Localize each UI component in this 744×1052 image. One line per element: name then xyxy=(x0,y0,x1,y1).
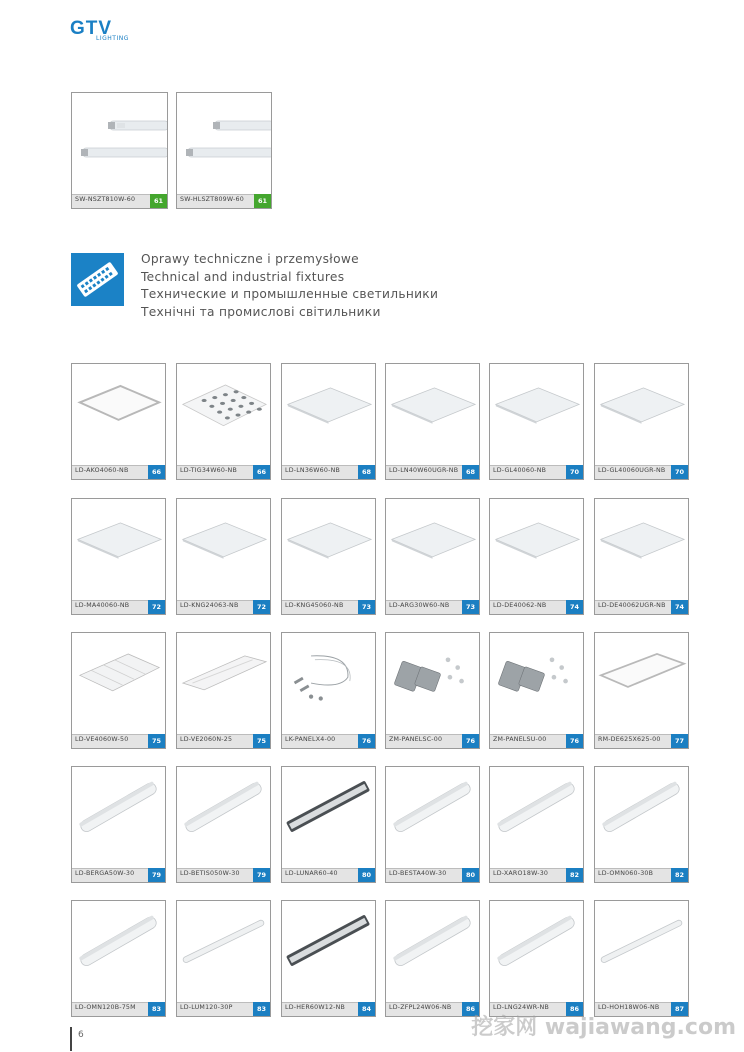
product-card[interactable] xyxy=(489,632,584,749)
section-title-pl: Oprawy techniczne i przemysłowe xyxy=(141,252,359,266)
product-image xyxy=(595,633,688,735)
product-card[interactable] xyxy=(385,900,480,1017)
page-tag[interactable]: 68 xyxy=(358,465,375,479)
product-card[interactable] xyxy=(71,766,166,883)
product-caption xyxy=(490,600,583,614)
product-caption xyxy=(595,868,688,882)
product-card[interactable] xyxy=(489,363,584,480)
product-code: RM-DE625X625-00 xyxy=(598,736,661,743)
product-caption xyxy=(386,465,479,479)
product-caption xyxy=(72,868,165,882)
product-caption xyxy=(72,465,165,479)
product-image xyxy=(386,499,479,601)
product-card[interactable] xyxy=(71,900,166,1017)
page-tag[interactable]: 77 xyxy=(671,734,688,748)
product-card[interactable] xyxy=(71,363,166,480)
product-code: LD-HOH18W06-NB xyxy=(598,1004,660,1011)
product-code: ZM-PANELSC-00 xyxy=(389,736,443,743)
product-code: LD-VE4060W-50 xyxy=(75,736,129,743)
page-tag[interactable]: 86 xyxy=(566,1002,583,1016)
product-card[interactable] xyxy=(385,766,480,883)
product-code: LD-GL40060UGR-NB xyxy=(598,467,666,474)
product-code: LD-ARG30W60-NB xyxy=(389,602,450,609)
section-title-en: Technical and industrial fixtures xyxy=(141,269,345,284)
product-code: LD-ZFPL24W06-NB xyxy=(389,1004,452,1011)
page-tag[interactable]: 70 xyxy=(671,465,688,479)
watermark: 挖家网 wajiawang.com xyxy=(471,1015,736,1040)
product-code: LD-BERGA50W-30 xyxy=(75,870,135,877)
page-tag[interactable]: 75 xyxy=(148,734,165,748)
page-tag[interactable]: 82 xyxy=(671,868,688,882)
product-caption xyxy=(177,868,270,882)
product-image xyxy=(386,633,479,735)
product-caption xyxy=(490,465,583,479)
product-caption xyxy=(282,465,375,479)
product-image xyxy=(282,499,375,601)
page-tag[interactable]: 73 xyxy=(462,600,479,614)
page-tag[interactable]: 76 xyxy=(566,734,583,748)
product-image xyxy=(72,364,165,466)
product-image xyxy=(72,499,165,601)
product-caption xyxy=(72,1002,165,1016)
product-image xyxy=(490,364,583,466)
industrial-fixture-icon xyxy=(71,253,124,306)
product-card[interactable] xyxy=(594,632,689,749)
product-code: LD-VE2060N-25 xyxy=(180,736,233,743)
product-card[interactable] xyxy=(489,766,584,883)
product-card[interactable] xyxy=(176,766,271,883)
product-image xyxy=(490,901,583,1003)
product-code: LK-PANELX4-00 xyxy=(285,736,336,743)
tube-image xyxy=(177,93,271,195)
product-image xyxy=(595,767,688,869)
product-image xyxy=(490,767,583,869)
page-tag[interactable]: 74 xyxy=(671,600,688,614)
product-card[interactable] xyxy=(176,632,271,749)
page-tag[interactable]: 79 xyxy=(253,868,270,882)
product-card[interactable] xyxy=(385,632,480,749)
product-code: SW-HLSZT809W-60 xyxy=(180,196,244,203)
product-image xyxy=(595,499,688,601)
product-card[interactable] xyxy=(281,498,376,615)
product-code: LD-MA40060-NB xyxy=(75,602,130,609)
product-card[interactable] xyxy=(281,632,376,749)
product-caption xyxy=(595,600,688,614)
product-caption xyxy=(177,600,270,614)
product-caption xyxy=(282,868,375,882)
product-code: LD-BESTA40W-30 xyxy=(389,870,447,877)
page-tag[interactable]: 87 xyxy=(671,1002,688,1016)
page-tag[interactable]: 61 xyxy=(254,194,271,208)
page-tag[interactable]: 72 xyxy=(148,600,165,614)
product-card[interactable] xyxy=(71,92,168,209)
product-caption xyxy=(177,194,271,208)
page-tag[interactable]: 79 xyxy=(148,868,165,882)
product-code: LD-KNG45060-NB xyxy=(285,602,344,609)
product-card[interactable] xyxy=(489,900,584,1017)
product-card[interactable] xyxy=(594,766,689,883)
product-code: LD-DE40062UGR-NB xyxy=(598,602,666,609)
product-caption xyxy=(386,734,479,748)
product-caption xyxy=(386,868,479,882)
page-tag[interactable]: 74 xyxy=(566,600,583,614)
product-image xyxy=(282,901,375,1003)
page-tag[interactable]: 80 xyxy=(358,868,375,882)
page-tag[interactable]: 76 xyxy=(358,734,375,748)
page-number: 6 xyxy=(78,1030,84,1040)
page-tag[interactable]: 70 xyxy=(566,465,583,479)
section-title-ua: Технічні та промислові світильники xyxy=(141,305,381,320)
product-card[interactable] xyxy=(71,498,166,615)
product-card[interactable] xyxy=(385,498,480,615)
page-bar xyxy=(70,1027,72,1051)
product-code: LD-OMN120B-75M xyxy=(75,1004,136,1011)
product-code: LD-HER60W12-NB xyxy=(285,1004,346,1011)
product-code: LD-BETIS050W-30 xyxy=(180,870,240,877)
product-image xyxy=(386,767,479,869)
product-code: LD-LN36W60-NB xyxy=(285,467,341,474)
product-image xyxy=(72,767,165,869)
page-tag[interactable]: 72 xyxy=(253,600,270,614)
brand-logo xyxy=(70,18,129,42)
product-image xyxy=(72,901,165,1003)
page-tag[interactable]: 86 xyxy=(462,1002,479,1016)
logo-main: GTV xyxy=(70,18,113,39)
tube-image xyxy=(72,93,167,195)
page-tag[interactable]: 73 xyxy=(358,600,375,614)
product-card[interactable] xyxy=(281,363,376,480)
product-image xyxy=(490,499,583,601)
product-image xyxy=(177,901,270,1003)
logo-sub: LIGHTING xyxy=(96,35,129,42)
product-image xyxy=(177,499,270,601)
product-card[interactable] xyxy=(176,363,271,480)
product-caption xyxy=(595,734,688,748)
product-card[interactable] xyxy=(281,766,376,883)
product-caption xyxy=(386,600,479,614)
product-caption xyxy=(282,1002,375,1016)
product-card[interactable] xyxy=(176,498,271,615)
product-code: LD-LN40W60UGR-NB xyxy=(389,467,459,474)
product-card[interactable] xyxy=(176,900,271,1017)
product-code: ZM-PANELSU-00 xyxy=(493,736,547,743)
product-code: LD-LUNAR60-40 xyxy=(285,870,338,877)
product-card[interactable] xyxy=(71,632,166,749)
product-caption xyxy=(72,194,167,208)
page-tag[interactable]: 61 xyxy=(150,194,167,208)
product-code: SW-NSZT810W-60 xyxy=(75,196,136,203)
product-card[interactable] xyxy=(281,900,376,1017)
product-caption xyxy=(177,734,270,748)
product-code: LD-GL40060-NB xyxy=(493,467,547,474)
product-image xyxy=(595,901,688,1003)
product-card[interactable] xyxy=(594,900,689,1017)
product-code: LD-TIG34W60-NB xyxy=(180,467,237,474)
product-caption xyxy=(177,465,270,479)
product-caption xyxy=(282,734,375,748)
product-image xyxy=(72,633,165,735)
product-caption xyxy=(490,868,583,882)
product-caption xyxy=(282,600,375,614)
page-tag[interactable]: 84 xyxy=(358,1002,375,1016)
product-image xyxy=(282,364,375,466)
product-code: LD-KNG24063-NB xyxy=(180,602,239,609)
product-card[interactable] xyxy=(176,92,272,209)
product-card[interactable] xyxy=(489,498,584,615)
product-image xyxy=(177,633,270,735)
product-caption xyxy=(177,1002,270,1016)
page-tag[interactable]: 76 xyxy=(462,734,479,748)
product-caption xyxy=(595,465,688,479)
product-code: LD-LNG24WR-NB xyxy=(493,1004,549,1011)
page-tag[interactable]: 66 xyxy=(148,465,165,479)
section-title-ru: Технические и промышленные светильники xyxy=(141,287,439,302)
product-image xyxy=(386,901,479,1003)
product-code: LD-XARO18W-30 xyxy=(493,870,549,877)
product-code: LD-LUM120-30P xyxy=(180,1004,233,1011)
product-image xyxy=(177,767,270,869)
product-card[interactable] xyxy=(594,363,689,480)
product-card[interactable] xyxy=(594,498,689,615)
product-image xyxy=(386,364,479,466)
page-tag[interactable]: 80 xyxy=(462,868,479,882)
product-image xyxy=(177,364,270,466)
product-image xyxy=(282,767,375,869)
product-caption xyxy=(386,1002,479,1016)
page-tag[interactable]: 83 xyxy=(148,1002,165,1016)
page-tag[interactable]: 83 xyxy=(253,1002,270,1016)
page-tag[interactable]: 82 xyxy=(566,868,583,882)
product-caption xyxy=(490,734,583,748)
product-image xyxy=(282,633,375,735)
product-card[interactable] xyxy=(385,363,480,480)
product-code: LD-OMN060-30B xyxy=(598,870,654,877)
product-image xyxy=(595,364,688,466)
section-titles xyxy=(141,251,438,322)
product-image xyxy=(490,633,583,735)
product-caption xyxy=(72,600,165,614)
page-tag[interactable]: 66 xyxy=(253,465,270,479)
product-code: LD-DE40062-NB xyxy=(493,602,547,609)
product-code: LD-AKO4060-NB xyxy=(75,467,129,474)
page-tag[interactable]: 68 xyxy=(462,465,479,479)
page-tag[interactable]: 75 xyxy=(253,734,270,748)
product-caption xyxy=(72,734,165,748)
